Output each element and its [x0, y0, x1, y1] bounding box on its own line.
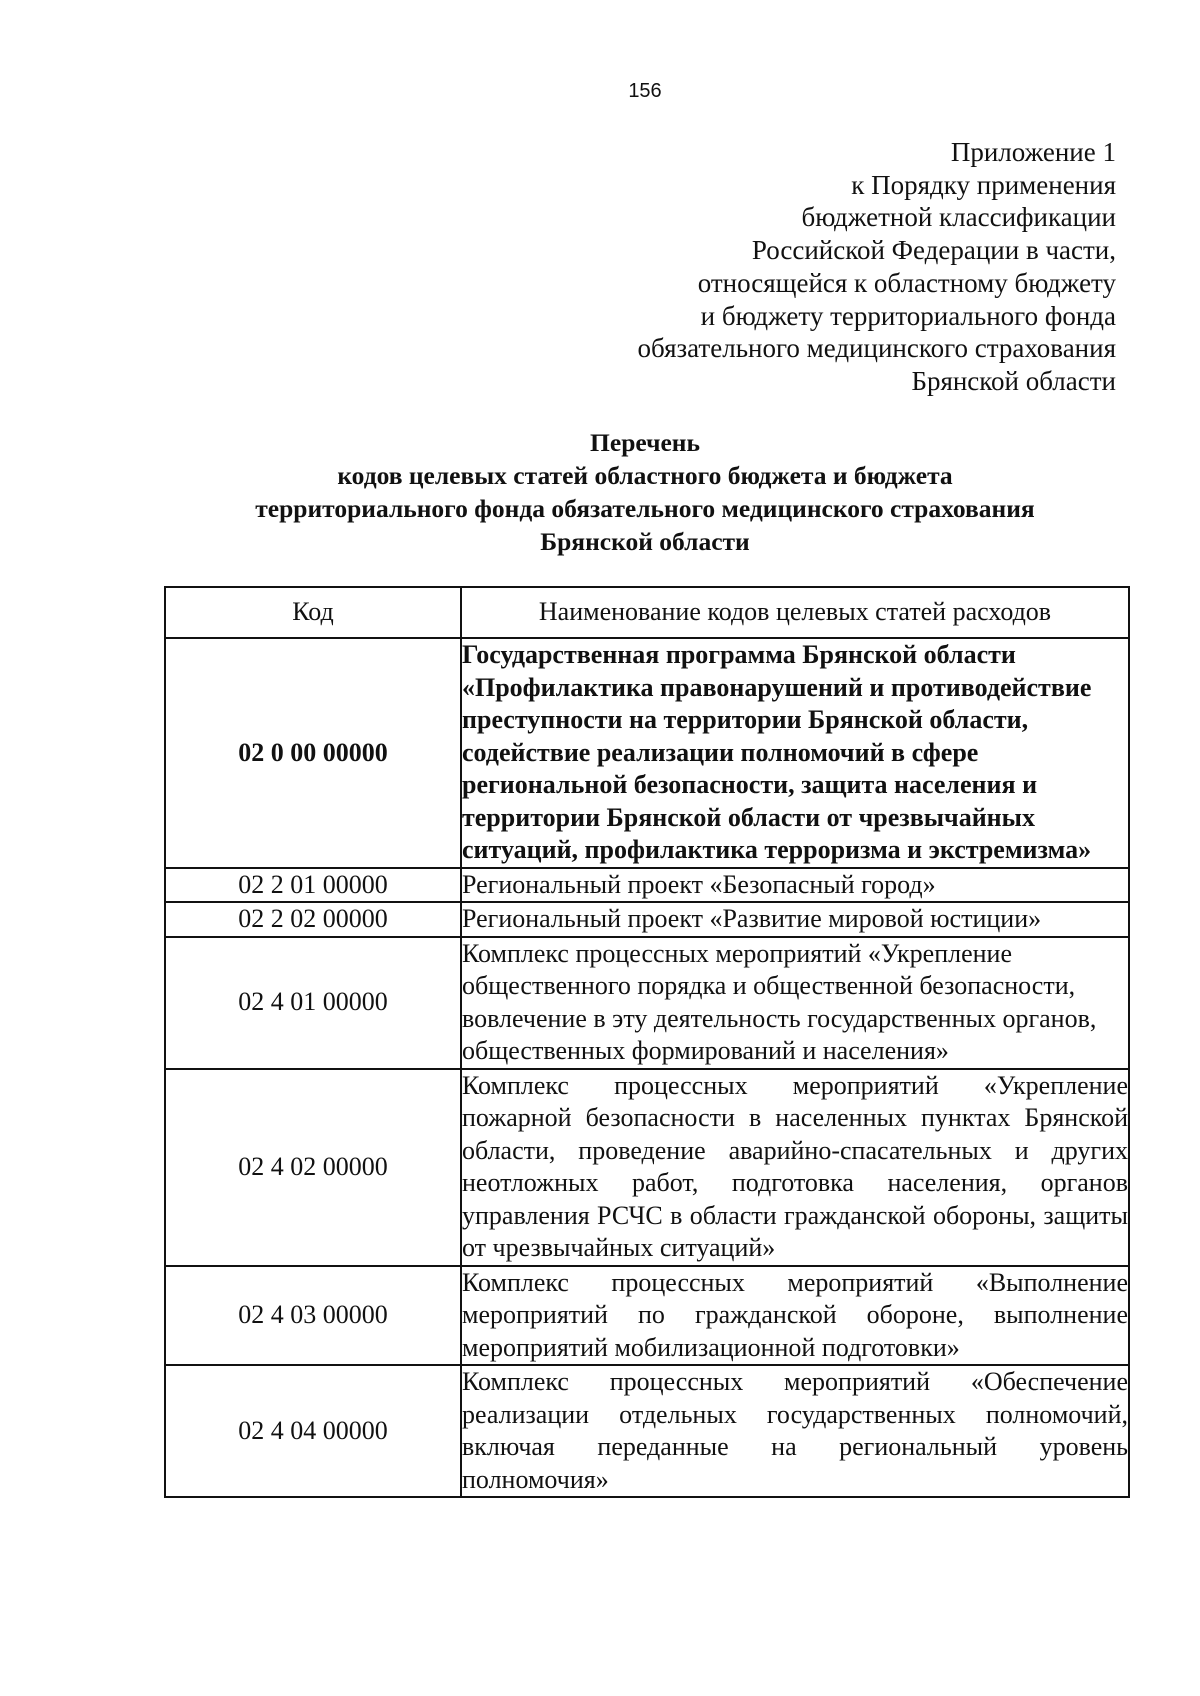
target-codes-table [164, 586, 1130, 1498]
table-row [165, 937, 1129, 1069]
code-cell: 02 0 00 00000 [165, 638, 461, 868]
name-cell: Региональный проект «Безопасный город» [461, 868, 1129, 903]
appendix-line: обязательного медицинского страхования [637, 333, 1116, 364]
code-cell: 02 4 02 00000 [165, 1069, 461, 1266]
code-cell: 02 4 04 00000 [165, 1365, 461, 1497]
column-header-code: Код [165, 587, 461, 638]
appendix-line: бюджетной классификации [801, 202, 1116, 233]
title-line: территориального фонда обязательного медицинского страхования [255, 494, 1035, 523]
code-cell: 02 4 03 00000 [165, 1266, 461, 1366]
name-cell: Региональный проект «Развитие мировой юстиции» [461, 902, 1129, 937]
appendix-header [638, 136, 1117, 398]
table-row [165, 1266, 1129, 1366]
appendix-line: Российской Федерации в части, [751, 235, 1116, 266]
appendix-line: Приложение 1 [950, 137, 1116, 167]
name-cell: Комплекс процессных мероприятий «Выполнение мероприятий по гражданской обороне, выполнение мероприятий мобилизационной подготовки» [461, 1266, 1129, 1366]
name-cell: Государственная программа Брянской области «Профилактика правонарушений и противодействие преступности на территории Брянской области, содействие реализации полномочий в сфере региональной безопасности, защита населения и территории Брянской области от чрезвычайных ситуаций, профилактика терроризма и экстремизма» [461, 638, 1129, 868]
appendix-line: Брянской области [911, 365, 1116, 396]
appendix-line: к Порядку применения [851, 169, 1116, 200]
code-cell: 02 2 01 00000 [165, 868, 461, 903]
table-row [165, 868, 1129, 903]
code-cell: 02 2 02 00000 [165, 902, 461, 937]
table-row [165, 638, 1129, 868]
appendix-line: и бюджету территориального фонда [700, 300, 1116, 331]
table-row [165, 1069, 1129, 1266]
title-line: Брянской области [540, 527, 750, 556]
name-cell: Комплекс процессных мероприятий «Укрепление пожарной безопасности в населенных пунктах Брянской области, проведение аварийно-спасательных и других неотложных работ, подготовка населения, органов управления РСЧС в области гражданской обороны, защиты от чрезвычайных ситуаций» [461, 1069, 1129, 1266]
appendix-line: относящейся к областному бюджету [697, 267, 1116, 298]
title-line: Перечень [590, 428, 700, 457]
code-cell: 02 4 01 00000 [165, 937, 461, 1069]
title-line: кодов целевых статей областного бюджета и бюджета [337, 461, 953, 490]
table-row [165, 902, 1129, 937]
name-cell: Комплекс процессных мероприятий «Укрепление общественного порядка и общественной безопасности, вовлечение в эту деятельность государственных органов, общественных формирований и населения» [461, 937, 1129, 1069]
document-title [0, 426, 1200, 558]
table-row [165, 1365, 1129, 1497]
name-cell: Комплекс процессных мероприятий «Обеспечение реализации отдельных государственных полномочий, включая переданные на региональный уровень полномочия» [461, 1365, 1129, 1497]
page-number: 156 [628, 80, 662, 102]
table-header-row [165, 587, 1129, 638]
column-header-name: Наименование кодов целевых статей расходов [461, 587, 1129, 638]
